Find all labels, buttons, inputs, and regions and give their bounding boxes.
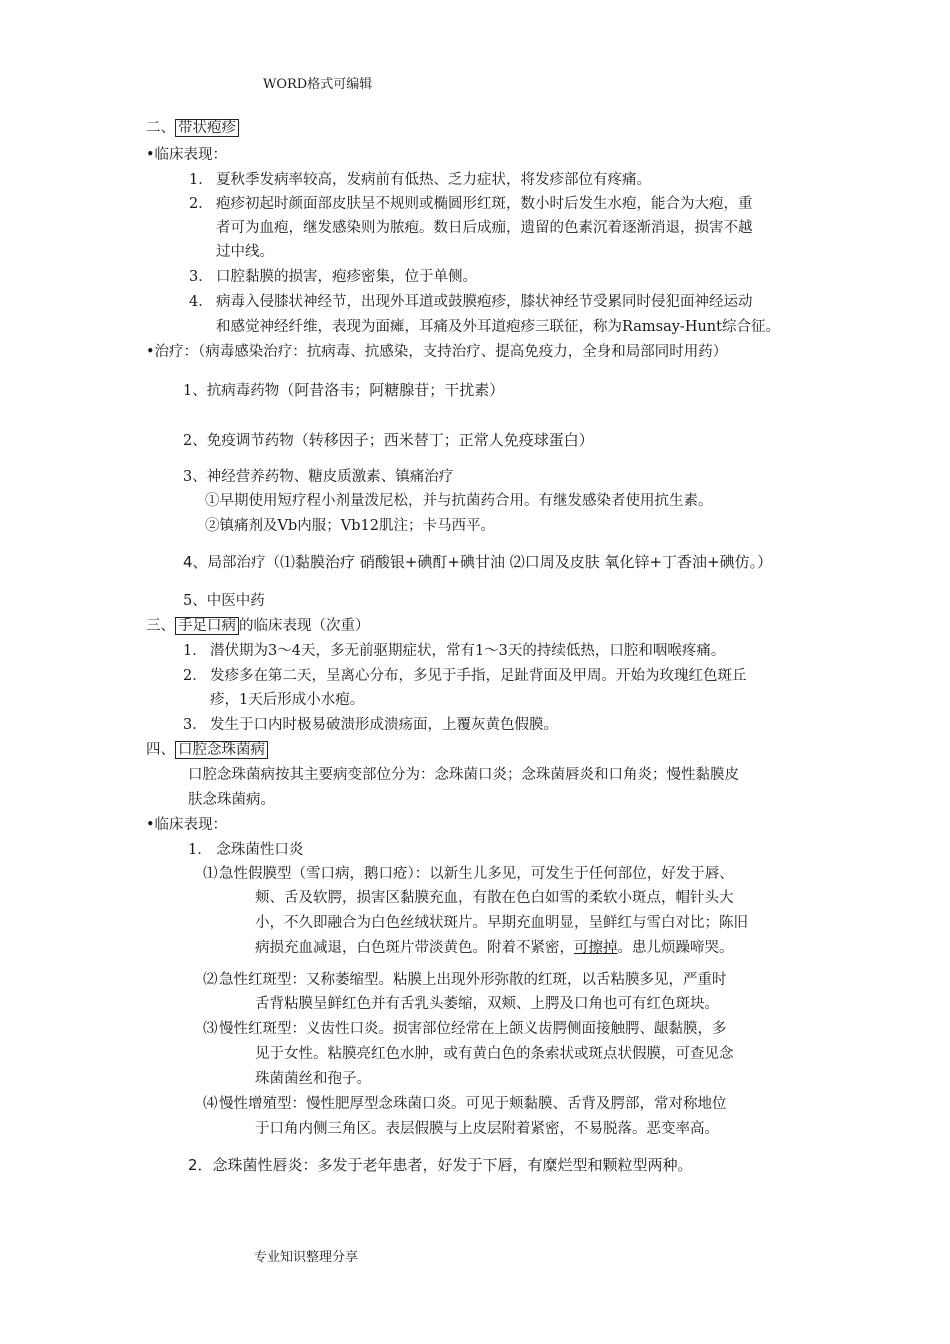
treatment-label: 2、免疫调节药物 bbox=[183, 433, 294, 449]
type-line: 舌背粘膜呈鲜红色并有舌乳头萎缩，双颊、上腭及口角也可有红色斑块。 bbox=[255, 996, 719, 1012]
intro-line: 口腔念珠菌病按其主要病变部位分为：念珠菌口炎；念珠菌唇炎和口角炎；慢性黏膜皮 bbox=[188, 767, 739, 783]
boxed-term: 手足口病 bbox=[175, 617, 239, 635]
intro-line: 肤念珠菌病。 bbox=[188, 792, 275, 808]
item-number: 3． bbox=[183, 717, 207, 733]
type-line: 于口角内侧三角区。表层假膜与上皮层附着紧密，不易脱落。恶变率高。 bbox=[255, 1121, 719, 1137]
item-number: 3． bbox=[189, 269, 213, 285]
treatment-sub-1: ①早期使用短疗程小剂量泼尼松，并与抗菌药合用。有继发感染者使用抗生素。 bbox=[205, 493, 713, 509]
type-number: ⑴ bbox=[203, 866, 218, 882]
page-footer: 专业知识整理分享 bbox=[254, 1250, 359, 1265]
type-line: 小，不久即融合为白色丝绒状斑片。早期充血明显，呈鲜红与雪白对比；陈旧 bbox=[255, 915, 748, 931]
treatment-label: 局部治疗（ bbox=[207, 555, 281, 571]
treatment-item-3: 3、神经营养药物、糖皮质激素、镇痛治疗 bbox=[183, 469, 454, 485]
item-number: 2． bbox=[189, 196, 213, 212]
item-line: 过中线。 bbox=[216, 244, 274, 260]
treatment-item-1 bbox=[183, 380, 504, 401]
clinical-label: •临床表现： bbox=[146, 147, 228, 163]
treatment-line: •治疗：（病毒感染治疗：抗病毒、抗感染，支持治疗、提高免疫力，全身和局部同时用药） bbox=[146, 344, 728, 360]
item-line: 发疹多在第二天，呈离心分布，多见于手指，足趾背面及甲周。开始为玫瑰红色斑丘 bbox=[210, 668, 747, 684]
page-header: WORD格式可编辑 bbox=[263, 77, 373, 92]
local-treatment: ⑴黏膜治疗 硝酸银+碘酊+碘甘油 ⑵口周及皮肤 氧化锌+丁香油+碘仿。） bbox=[280, 553, 773, 571]
item-line: 发生于口内时极易破溃形成溃疡面，上覆灰黄色假膜。 bbox=[210, 717, 558, 733]
boxed-term: 带状疱疹 bbox=[175, 119, 239, 137]
type-line bbox=[255, 938, 734, 958]
item-line: 病毒入侵膝状神经节，出现外耳道或鼓膜疱疹，膝状神经节受累同时侵犯面神经运动 bbox=[216, 294, 753, 310]
treatment-sub-2: ②镇痛剂及Vb内服；Vb12肌注；卡马西平。 bbox=[205, 518, 495, 534]
treatment-label: 1、抗病毒药物 bbox=[183, 383, 280, 399]
type-text: 病损充血减退，白色斑片带淡黄色。附着不紧密， bbox=[255, 940, 574, 956]
item-line: 疱疹初起时颜面部皮肤呈不规则或椭圆形红斑，数小时后发生水疱，能合为大疱，重 bbox=[216, 196, 753, 212]
item-line: 者可为血疱，继发感染则为脓疱。数日后成痂，遗留的色素沉着逐渐消退，损害不越 bbox=[216, 220, 753, 236]
type-line: 颊、舌及软腭，损害区黏膜充血，有散在色白如雪的柔软小斑点，帽针头大 bbox=[255, 890, 734, 906]
type-line: 急性假膜型（雪口病，鹅口疮）：以新生儿多见，可发生于任何部位，好发于唇、 bbox=[219, 866, 734, 882]
section-heading-2 bbox=[146, 118, 239, 138]
section-number: 三、 bbox=[146, 618, 175, 634]
section-number: 二、 bbox=[146, 120, 175, 136]
item-line: 疹，1天后形成小水疱。 bbox=[210, 692, 365, 708]
type-number: ⑵ bbox=[203, 972, 218, 988]
item-line: 口腔黏膜的损害，疱疹密集，位于单侧。 bbox=[216, 269, 477, 285]
item-line: 夏秋季发病率较高，发病前有低热、乏力症状，将发疹部位有疼痛。 bbox=[216, 172, 651, 188]
type-line: 慢性红斑型：义齿性口炎。损害部位经常在上颌义齿腭侧面接触腭、龈黏膜，多 bbox=[219, 1021, 727, 1037]
item-line: 和感觉神经纤维，表现为面瘫，耳痛及外耳道疱疹三联征，称为Ramsay-Hunt综合征。 bbox=[216, 319, 780, 335]
subheading-2: 2．念珠菌性唇炎：多发于老年患者，好发于下唇，有糜烂型和颗粒型两种。 bbox=[188, 1156, 693, 1174]
clinical-label: •临床表现： bbox=[146, 817, 228, 833]
subheading-1: 1． 念珠菌性口炎 bbox=[188, 842, 304, 858]
type-text: 。患儿烦躁啼哭。 bbox=[617, 940, 734, 956]
treatment-number: 4、 bbox=[183, 553, 208, 571]
item-number: 1． bbox=[183, 643, 207, 659]
treatment-item-5: 5、中医中药 bbox=[183, 593, 265, 609]
treatment-item-2 bbox=[183, 430, 594, 451]
section-heading-3 bbox=[146, 616, 370, 636]
type-number: ⑷ bbox=[203, 1096, 218, 1112]
type-line: 珠菌菌丝和孢子。 bbox=[255, 1071, 371, 1087]
item-number: 4． bbox=[189, 294, 213, 310]
item-number: 2． bbox=[183, 668, 207, 684]
type-line: 见于女性。粘膜亮红色水肿，或有黄白色的条索状或斑点状假膜，可查见念 bbox=[255, 1046, 734, 1062]
type-line: 慢性增殖型：慢性肥厚型念珠菌口炎。可见于颊黏膜、舌背及腭部，常对称地位 bbox=[219, 1096, 727, 1112]
drug-list: （阿昔洛韦；阿糖腺苷；干扰素） bbox=[279, 381, 505, 399]
drug-list: （转移因子；西米替丁；正常人免疫球蛋白） bbox=[293, 431, 594, 449]
item-number: 1． bbox=[189, 172, 213, 188]
type-line: 急性红斑型：又称萎缩型。粘膜上出现外形弥散的红斑，以舌粘膜多见，严重时 bbox=[219, 972, 727, 988]
heading-rest: 的临床表现（次重） bbox=[239, 618, 370, 634]
section-heading-4 bbox=[146, 740, 268, 760]
boxed-term: 口腔念珠菌病 bbox=[175, 741, 268, 759]
underlined-term: 可擦掉 bbox=[574, 940, 618, 956]
item-line: 潜伏期为3～4天，多无前驱期症状，常有1～3天的持续低热，口腔和咽喉疼痛。 bbox=[210, 643, 726, 659]
type-number: ⑶ bbox=[203, 1021, 218, 1037]
section-number: 四、 bbox=[146, 742, 175, 758]
treatment-item-4 bbox=[183, 552, 772, 573]
